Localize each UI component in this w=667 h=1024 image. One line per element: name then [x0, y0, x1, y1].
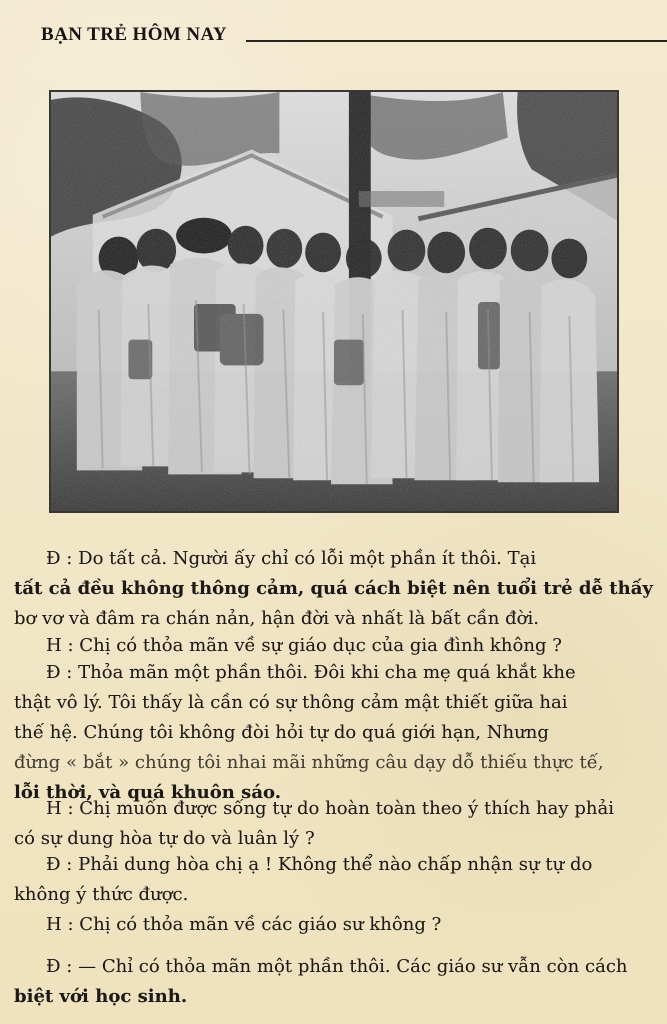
paragraph-2-line-1: H : Chị có thỏa mãn về sự giáo dục của gia đình không ? [46, 635, 562, 656]
paragraph-3-line-4: đừng « bắt » chúng tôi nhai mãi những câu dạy dỗ thiếu thực tế, [14, 752, 604, 773]
interview-article [14, 544, 653, 1007]
paragraph-1-line-2: tất cả đều không thông cảm, quá cách biệt nên tuổi trẻ dễ thấy [14, 578, 653, 599]
paragraph-3-line-5: lỗi thời, và quá khuôn sáo. [14, 782, 282, 803]
page-header [41, 24, 646, 48]
paragraph-1-line-1: Đ : Do tất cả. Người ấy chỉ có lỗi một phần ít thôi. Tại [46, 548, 537, 569]
paragraph-4 [14, 794, 653, 854]
paragraph-7-line-2: biệt với học sinh. [14, 986, 188, 1007]
paragraph-5-line-1: Đ : Phải dung hòa chị ạ ! Không thể nào chấp nhận sự tự do [46, 854, 593, 875]
paragraph-1-line-3: bơ vơ và đâm ra chán nản, hận đời và nhất là bất cần đời. [14, 608, 540, 629]
paragraph-3-line-2: thật vô lý. Tôi thấy là cần có sự thông cảm mật thiết giữa hai [14, 692, 568, 713]
paragraph-4-line-1: H : Chị muốn được sống tự do hoàn toàn theo ý thích hay phải [46, 798, 615, 819]
paragraph-3-line-3: thế hệ. Chúng tôi không đòi hỏi tự do quá giới hạn, Nhưng [14, 722, 549, 743]
paragraph-4-line-2: có sự dung hòa tự do và luân lý ? [14, 828, 315, 849]
paragraph-7-line-1: Đ : — Chỉ có thỏa mãn một phần thôi. Các giáo sư vẫn còn cách [46, 956, 628, 977]
paragraph-3 [14, 658, 653, 808]
section-title: BẠN TRẺ HÔM NAY [41, 24, 227, 45]
paragraph-2 [14, 631, 653, 661]
group-photo [49, 90, 619, 513]
paragraph-1 [14, 544, 653, 634]
paragraph-5-line-2: không ý thức được. [14, 884, 189, 905]
header-rule [246, 40, 667, 42]
paragraph-5 [14, 850, 653, 910]
paragraph-7 [14, 952, 653, 1012]
paragraph-3-line-1: Đ : Thỏa mãn một phần thôi. Đôi khi cha mẹ quá khắt khe [46, 662, 576, 683]
paragraph-6 [14, 910, 653, 940]
group-photo-illustration [51, 92, 617, 511]
paragraph-6-line-1: H : Chị có thỏa mãn về các giáo sư không ? [46, 914, 442, 935]
